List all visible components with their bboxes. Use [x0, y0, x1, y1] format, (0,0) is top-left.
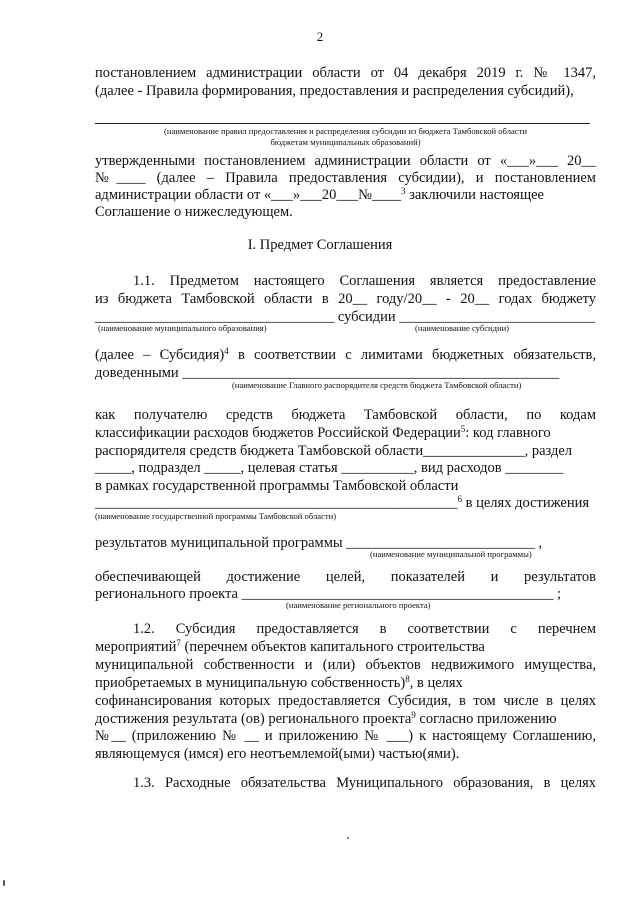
- caption-rules-line2: бюджетам муниципальных образований): [270, 137, 421, 147]
- caption-municipal-program: (наименование муниципальной программы): [370, 549, 532, 559]
- paragraph-line: являющемуся (имся) его неотъемлемой(ыми) частью(ями).: [95, 746, 460, 762]
- paragraph-line: утвержденными постановлением администрации области от «___»___ 20__: [95, 153, 596, 169]
- paragraph-line: результатов муниципальной программы __________________________ ,: [95, 535, 543, 551]
- scan-speck: [3, 880, 5, 886]
- paragraph-line: _____, подраздел _____, целевая статья __________, вид расходов ________: [95, 460, 564, 476]
- paragraph-line: постановлением администрации области от 04 декабря 2019 г. № 1347,: [95, 65, 596, 81]
- paragraph-line: 1.3. Расходные обязательства Муниципального образования, в целях: [133, 775, 596, 791]
- caption-subsidy: (наименование субсидии): [415, 323, 510, 333]
- paragraph-line: доведенными ____________________________________________________: [95, 365, 560, 381]
- footnote-ref: 6: [457, 494, 462, 504]
- caption-state-program: (наименование государственной программы Тамбовской области): [95, 511, 337, 521]
- paragraph-line: (далее – Субсидия)$^4$ в соответствии с лимитами бюджетных обязательств,: [95, 346, 596, 363]
- paragraph-line: _________________________________ субсидии ___________________________: [95, 309, 596, 325]
- page-number: 2: [316, 29, 324, 44]
- footnote-ref: 5: [460, 424, 466, 434]
- paragraph-line: в рамках государственной программы Тамбовской области: [95, 478, 459, 494]
- paragraph-line: Соглашение о нижеследующем.: [95, 204, 293, 220]
- paragraph-line: распорядителя средств бюджета Тамбовской области______________, раздел: [95, 443, 573, 459]
- paragraph-line: мероприятий$^7$ (перечнем объектов капитального строительства: [95, 638, 485, 655]
- caption-municipality: (наименование муниципального образования): [98, 323, 267, 333]
- footnote-ref: 7: [176, 638, 181, 648]
- paragraph-line: софинансирования которых предоставляется Субсидия, в том числе в целях: [95, 693, 596, 709]
- caption-main-manager: (наименование Главного распорядителя средств бюджета Тамбовской области): [232, 380, 522, 390]
- paragraph-line: №____ (далее – Правила предоставления субсидии), и постановлением: [95, 170, 596, 186]
- paragraph-line: муниципальной собственности и (или) объектов недвижимого имущества,: [95, 657, 596, 673]
- paragraph-line: достижения результата (ов) регионального проекта$^9$ согласно приложению: [95, 710, 557, 727]
- paragraph-line: классификации расходов бюджетов Российской Федерации$^5$: код главного: [95, 424, 551, 441]
- paragraph-line: обеспечивающей достижение целей, показателей и результатов: [95, 569, 596, 585]
- footnote-ref: 3: [401, 186, 406, 196]
- scan-speck: [347, 837, 349, 839]
- paragraph-line: из бюджета Тамбовской области в 20__ году/20__ - 20__ годах бюджету: [95, 291, 596, 307]
- footnote-ref: 9: [411, 710, 416, 720]
- paragraph-line: 1.2. Субсидия предоставляется в соответствии с перечнем: [133, 621, 596, 637]
- paragraph-line: администрации области от «___»___20___№____$^3$ заключили настоящее: [95, 186, 544, 203]
- footnote-ref: 4: [224, 346, 229, 356]
- paragraph-line: 1.1. Предметом настоящего Соглашения является предоставление: [133, 273, 596, 289]
- paragraph-line: №__ (приложению № __ и приложению № ___) к настоящему Соглашению,: [95, 728, 596, 744]
- caption-rules-line1: (наименование правил предоставления и распределения субсидии из бюджета Тамбовской области: [164, 126, 527, 136]
- paragraph-line: __________________________________________________$^6$ в целях достижения: [95, 494, 590, 511]
- paragraph-line: приобретаемых в муниципальную собственность)$^8$, в целях: [95, 674, 463, 691]
- section-title: I. Предмет Соглашения: [247, 237, 393, 253]
- paragraph-line: как получателю средств бюджета Тамбовской области, по кодам: [95, 407, 596, 423]
- fill-in-line: [95, 123, 590, 124]
- paragraph-line: (далее - Правила формирования, предоставления и распределения субсидий),: [95, 83, 574, 99]
- caption-regional-project: (наименование регионального проекта): [286, 600, 431, 610]
- paragraph-line: регионального проекта ___________________________________________ ;: [95, 586, 561, 602]
- footnote-ref: 8: [405, 674, 410, 684]
